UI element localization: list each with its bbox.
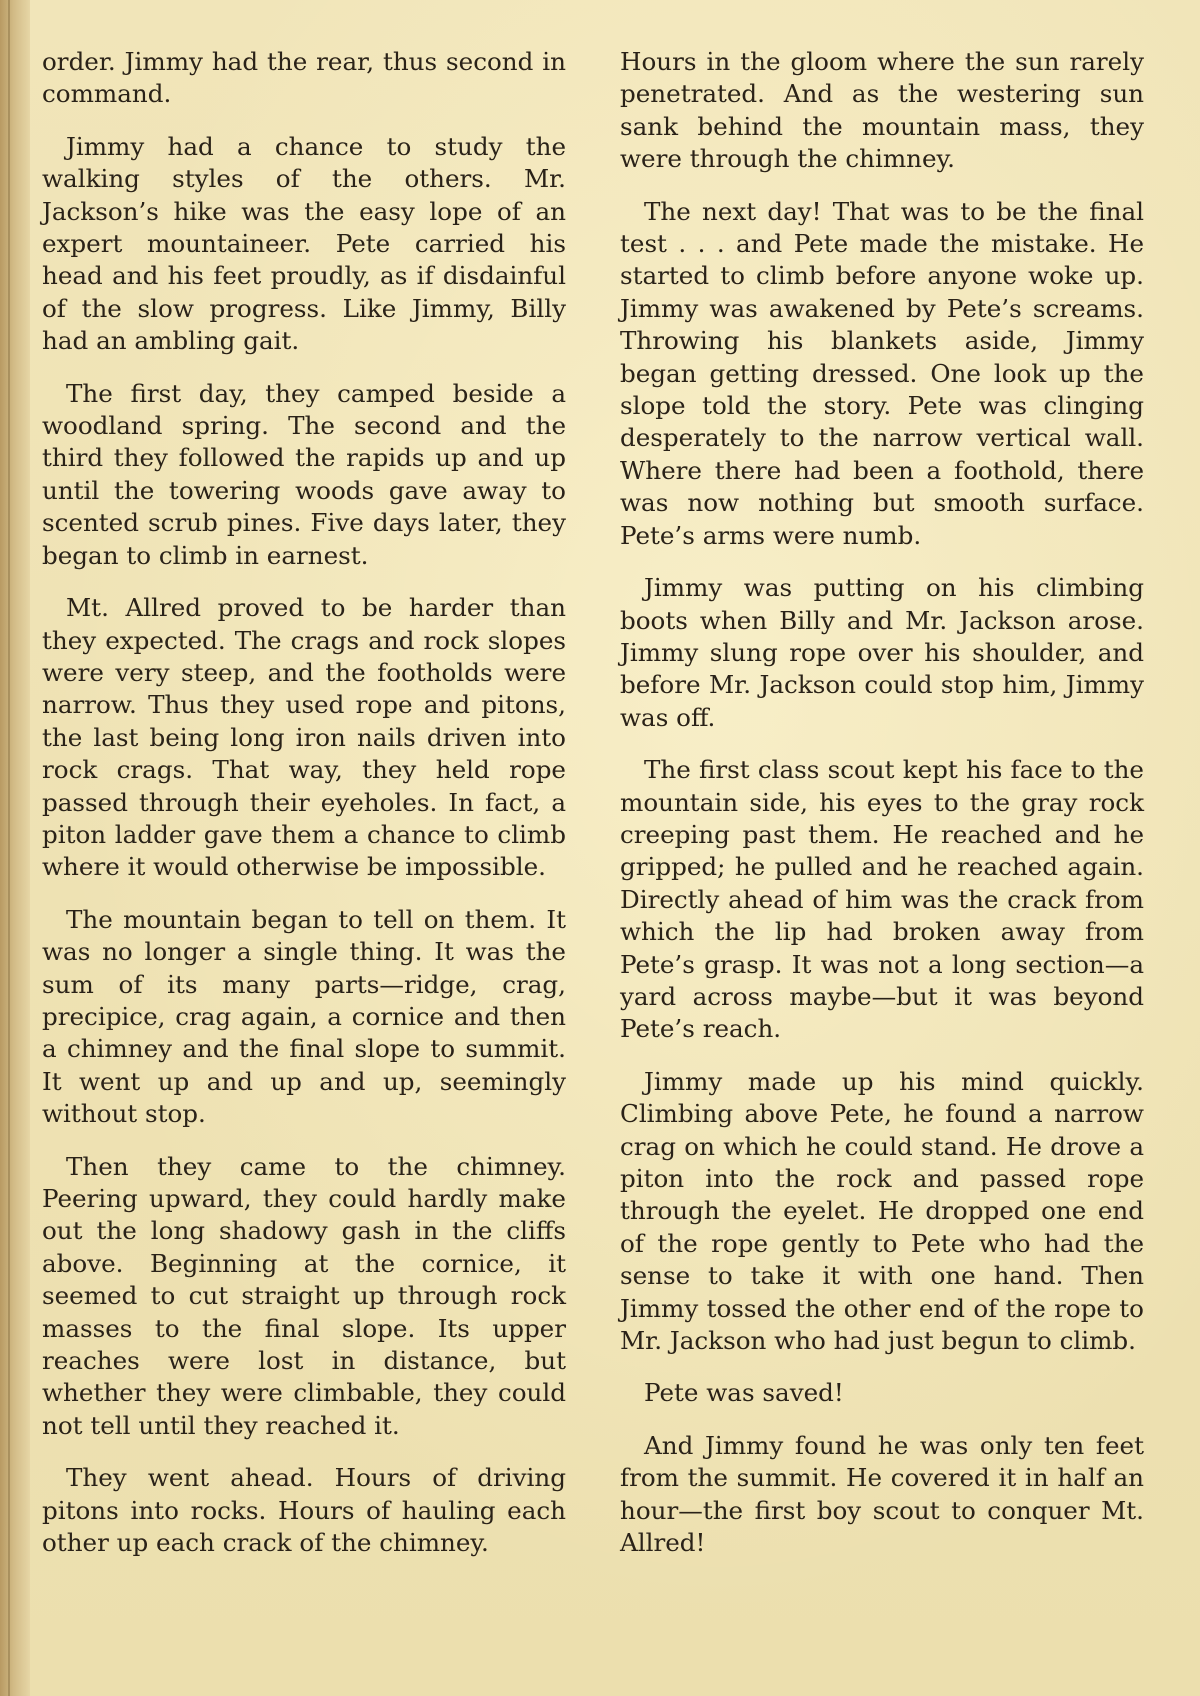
paragraph: And Jimmy found he was only ten feet from the summit. He covered it in half an hour—the first boy scout to conquer Mt. Allred! xyxy=(620,1430,1144,1558)
paragraph: Jimmy had a chance to study the walking styles of the others. Mr. Jackson’s hike was the easy lope of an expert mountaineer. Pete carried his head and his feet proudly, as if disdainful of the slow progress. Like Jimmy, Billy had an ambling gait. xyxy=(42,131,566,356)
paragraph: The next day! That was to be the final test . . . and Pete made the mistake. He started to climb before anyone woke up. Jimmy was awakened by Pete’s screams. Throwing his blankets aside, Jimmy began getting dressed. One look up the slope told the story. Pete was clinging desperately to the narrow vertical wall. Where there had been a foothold, there was now nothing but smooth surface. Pete’s arms were numb. xyxy=(620,196,1144,550)
paragraph: Jimmy was putting on his climbing boots when Billy and Mr. Jackson arose. Jimmy slung rope over his shoulder, and before Mr. Jackson could stop him, Jimmy was off. xyxy=(620,573,1144,732)
paragraph: order. Jimmy had the rear, thus second in command. xyxy=(42,47,566,109)
paragraph: The mountain began to tell on them. It was no longer a single thing. It was the sum of its many parts—ridge, crag, precipice, crag again, a cornice and then a chimney and the final slope to summit. It went up and up and up, seemingly without stop. xyxy=(42,904,566,1129)
paragraph: Hours in the gloom where the sun rarely penetrated. And as the westering sun sank behind the mountain mass, they were through the chimney. xyxy=(620,47,1144,174)
paragraph: Then they came to the chimney. Peering upward, they could hardly make out the long shadowy gash in the cliffs above. Beginning at the cornice, it seemed to cut straight up through rock masses to the final slope. Its upper reaches were lost in distance, but whether they were climbable, they could not tell until they reached it. xyxy=(42,1151,566,1440)
binding-edge xyxy=(0,0,30,1696)
binding-crease xyxy=(8,0,10,1696)
paragraph: The first day, they camped beside a woodland spring. The second and the third they followed the rapids up and up until the towering woods gave away to scented scrub pines. Five days later, they began to climb in earnest. xyxy=(42,378,566,570)
paragraph: Pete was saved! xyxy=(644,1378,844,1408)
paragraph: They went ahead. Hours of driving pitons into rocks. Hours of hauling each other up each crack of the chimney. xyxy=(42,1463,566,1558)
right-column xyxy=(620,46,1144,1579)
paragraph: Mt. Allred proved to be harder than they expected. The crags and rock slopes were very steep, and the footholds were narrow. Thus they used rope and pitons, the last being long iron nails driven into rock crags. That way, they held rope passed through their eyeholes. In fact, a piton ladder gave them a chance to climb where it would otherwise be impossible. xyxy=(42,593,566,882)
left-column xyxy=(42,46,566,1579)
paragraph: Jimmy made up his mind quickly. Climbing above Pete, he found a narrow crag on which he could stand. He drove a piton into the rock and passed rope through the eyelet. He dropped one end of the rope gently to Pete who had the sense to take it with one hand. Then Jimmy tossed the other end of the rope to Mr. Jackson who had just begun to climb. xyxy=(620,1066,1144,1356)
paragraph: The first class scout kept his face to the mountain side, his eyes to the gray rock creeping past them. He reached and he gripped; he pulled and he reached again. Directly ahead of him was the crack from which the lip had broken away from Pete’s grasp. It was not a long section—a yard across maybe—but it was beyond Pete’s reach. xyxy=(620,755,1144,1044)
